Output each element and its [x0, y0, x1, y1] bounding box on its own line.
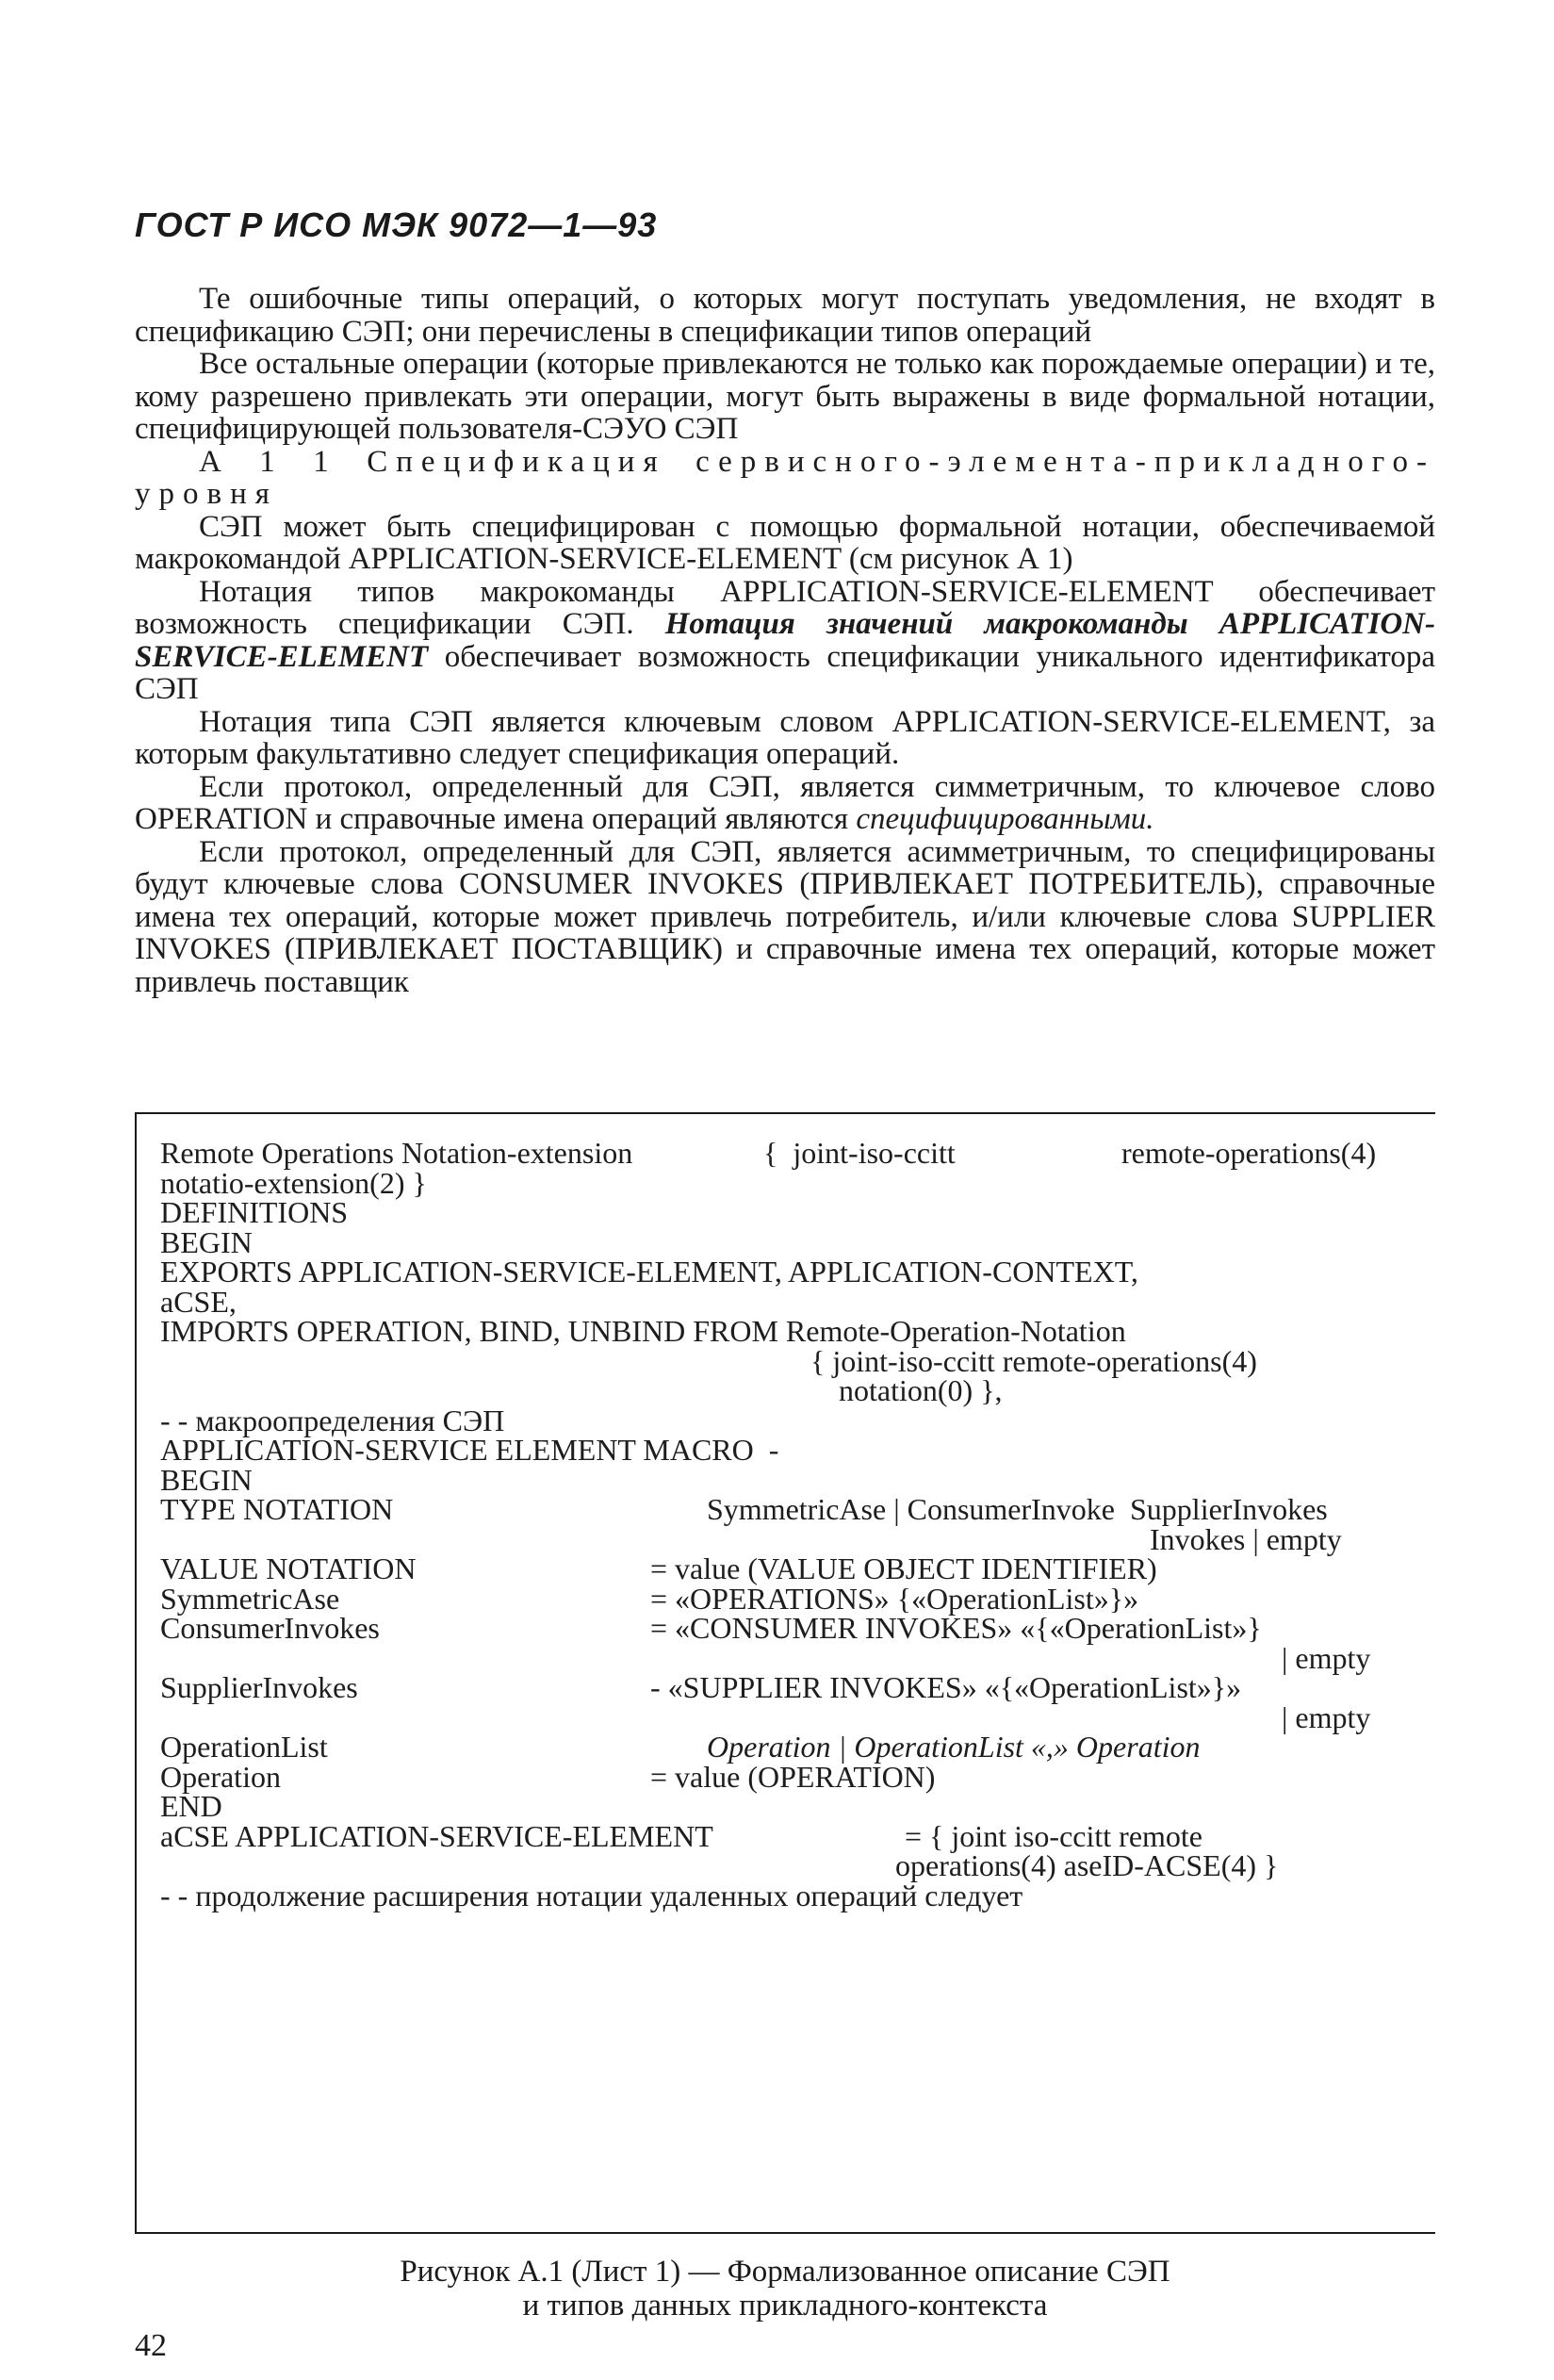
code-line	[160, 1699, 1432, 1734]
code-text: EXPORTS APPLICATION-SERVICE-ELEMENT, APPLICATION-CONTEXT,	[160, 1255, 1138, 1288]
paragraph-text: Если протокол, определенный для СЭП, является симметричным, то ключевое слово OPERATION и справочные имена операций являются	[135, 769, 1435, 836]
asn1-code-listing	[160, 1136, 1432, 1912]
code-line	[160, 1195, 1432, 1229]
code-text: END	[160, 1789, 222, 1823]
code-line	[160, 1314, 1432, 1348]
page-number: 42	[135, 2328, 167, 2363]
paragraph-text: Если протокол, определенный для СЭП, является асимметричным,	[199, 834, 1132, 869]
code-text: OperationList	[160, 1730, 328, 1764]
body-text	[135, 283, 1435, 998]
code-text: ConsumerInvokes	[160, 1611, 380, 1645]
code-line	[160, 1433, 1432, 1467]
paragraph	[135, 771, 1435, 836]
code-line	[160, 1373, 1432, 1407]
paragraph	[135, 283, 1435, 348]
paragraph	[135, 511, 1435, 576]
code-line	[160, 1640, 1432, 1675]
code-line	[160, 1581, 1432, 1616]
code-text: Remote Operations Notation-extension	[160, 1136, 633, 1170]
code-text: BEGIN	[160, 1224, 253, 1259]
paragraph	[135, 576, 1435, 706]
code-text: IMPORTS OPERATION, BIND, UNBIND FROM Remote-Operation-Notation	[160, 1314, 1126, 1348]
paragraph-text: Нотация типов макрокоманды APPLICATION-SERVICE-ELEMENT обеспечивает возможность спецификации СЭП.	[135, 574, 1435, 641]
document-header: ГОСТ Р ИСО МЭК 9072—1—93	[135, 205, 658, 244]
code-text: APPLICATION-SERVICE ELEMENT MACRO -	[160, 1433, 779, 1467]
code-text: aCSE,	[160, 1284, 237, 1319]
code-text: DEFINITIONS	[160, 1195, 349, 1229]
paragraph-text: то специфицированы будут ключевые слова CONSUMER INVOKES (ПРИВЛЕКАЕТ ПОТРЕБИТЕЛЬ), справочные имена тех операций, которые может привлечь потребитель, и/или ключевые слова SUPPLIER INVOKES (ПРИВЛЕКАЕТ ПОСТАВЩИК) и справочные имена тех операций, которые может привлечь поставщик	[135, 834, 1436, 999]
code-line	[160, 1670, 1432, 1704]
code-text: SymmetricAse | ConsumerInvoke SupplierInvokes	[707, 1492, 1328, 1526]
code-line	[160, 1848, 1432, 1882]
code-line	[160, 1611, 1432, 1645]
code-text: { joint-iso-ccitt remote-operations(4)	[810, 1343, 1257, 1378]
code-text: notation(0) },	[839, 1373, 1003, 1407]
code-text: notatio-extension(2) }	[160, 1165, 427, 1200]
code-text: SymmetricAse	[160, 1581, 340, 1616]
code-line	[160, 1165, 1432, 1200]
code-line	[160, 1257, 1432, 1288]
section-heading	[135, 446, 1435, 511]
code-text: VALUE NOTATION	[160, 1551, 417, 1585]
code-text: Operation | OperationList «,» Operation	[707, 1730, 1201, 1764]
paragraph	[135, 836, 1435, 999]
code-line	[160, 1818, 1432, 1853]
code-line	[160, 1343, 1432, 1378]
code-text: = value (VALUE OBJECT IDENTIFIER)	[650, 1551, 1157, 1585]
paragraph-text: Те ошибочные типы операций, о которых могут поступать уведомления, не входят в спецификацию СЭП; они перечислены в спецификации типов операций	[135, 282, 1435, 349]
code-text: SupplierInvokes	[160, 1670, 358, 1704]
code-text: Operation	[160, 1759, 281, 1794]
paragraph-text: Нотация типа СЭП является ключевым словом APPLICATION-SERVICE-ELEMENT, за которым факультативно следует спецификация операций.	[135, 704, 1435, 771]
code-text: | empty	[1282, 1699, 1371, 1734]
code-text: = { joint iso-ccitt remote	[905, 1818, 1202, 1853]
paragraph	[135, 706, 1435, 771]
code-line	[160, 1521, 1432, 1556]
paragraph	[135, 348, 1435, 446]
caption-line: и типов данных прикладного-контекста	[522, 2289, 1048, 2323]
code-line	[160, 1732, 1432, 1763]
code-text: Invokes | empty	[1150, 1521, 1342, 1556]
code-line	[160, 1462, 1432, 1497]
code-text: TYPE NOTATION	[160, 1492, 394, 1526]
code-line	[160, 1759, 1432, 1794]
paragraph-text: СЭП может быть специфицирован с помощью формальной нотации, обеспечиваемой макрокомандой APPLICATION-SERVICE-ELEMENT (см рисунок А 1)	[135, 509, 1435, 576]
paragraph-text-emphasis: специфицированными.	[856, 802, 1154, 836]
code-text: = «CONSUMER INVOKES» «{«OperationList»}	[650, 1611, 1262, 1645]
code-line	[160, 1136, 1432, 1170]
figure-caption	[135, 2255, 1435, 2323]
code-line	[160, 1403, 1432, 1437]
code-text: - «SUPPLIER INVOKES» «{«OperationList»}»	[650, 1670, 1242, 1704]
code-line	[160, 1878, 1432, 1912]
code-text: = value (OPERATION)	[650, 1759, 936, 1794]
code-text: | empty	[1282, 1640, 1371, 1675]
code-line	[160, 1789, 1432, 1823]
code-text: BEGIN	[160, 1462, 253, 1497]
code-line	[160, 1551, 1432, 1585]
code-comment: - - продолжение расширения нотации удаленных операций следует	[160, 1878, 1023, 1912]
paragraph-text: Все остальные операции (которые привлекаются не только как порождаемые операции) и те, кому разрешено привлекать эти операции, могут быть выражены в виде формальной нотации, специфицирующей пользователя-СЭУО СЭП	[135, 347, 1435, 446]
paragraph-text: обеспечивает возможность спецификации уникального идентификатора СЭП	[135, 639, 1435, 706]
paragraph-text-emphasis: Нотация значений макрокоманды APPLICATION-SERVICE-ELEMENT	[135, 607, 1435, 674]
code-text: remote-operations(4)	[1121, 1136, 1377, 1170]
code-text: { joint-iso-ccitt	[763, 1136, 956, 1170]
code-line	[160, 1284, 1432, 1319]
section-heading-text: А 1 1 Спецификация сервисного-элемента-прикладного-уровня	[135, 444, 1435, 511]
code-line	[160, 1492, 1432, 1526]
code-comment: - - макроопределения СЭП	[160, 1403, 505, 1437]
code-text: = «OPERATIONS» {«OperationList»}»	[650, 1581, 1139, 1616]
code-text: operations(4) aseID-ACSE(4) }	[895, 1848, 1279, 1882]
caption-line: Рисунок А.1 (Лист 1) — Формализованное описание СЭП	[400, 2255, 1170, 2289]
code-line	[160, 1224, 1432, 1259]
code-text: aCSE APPLICATION-SERVICE-ELEMENT	[160, 1818, 713, 1853]
